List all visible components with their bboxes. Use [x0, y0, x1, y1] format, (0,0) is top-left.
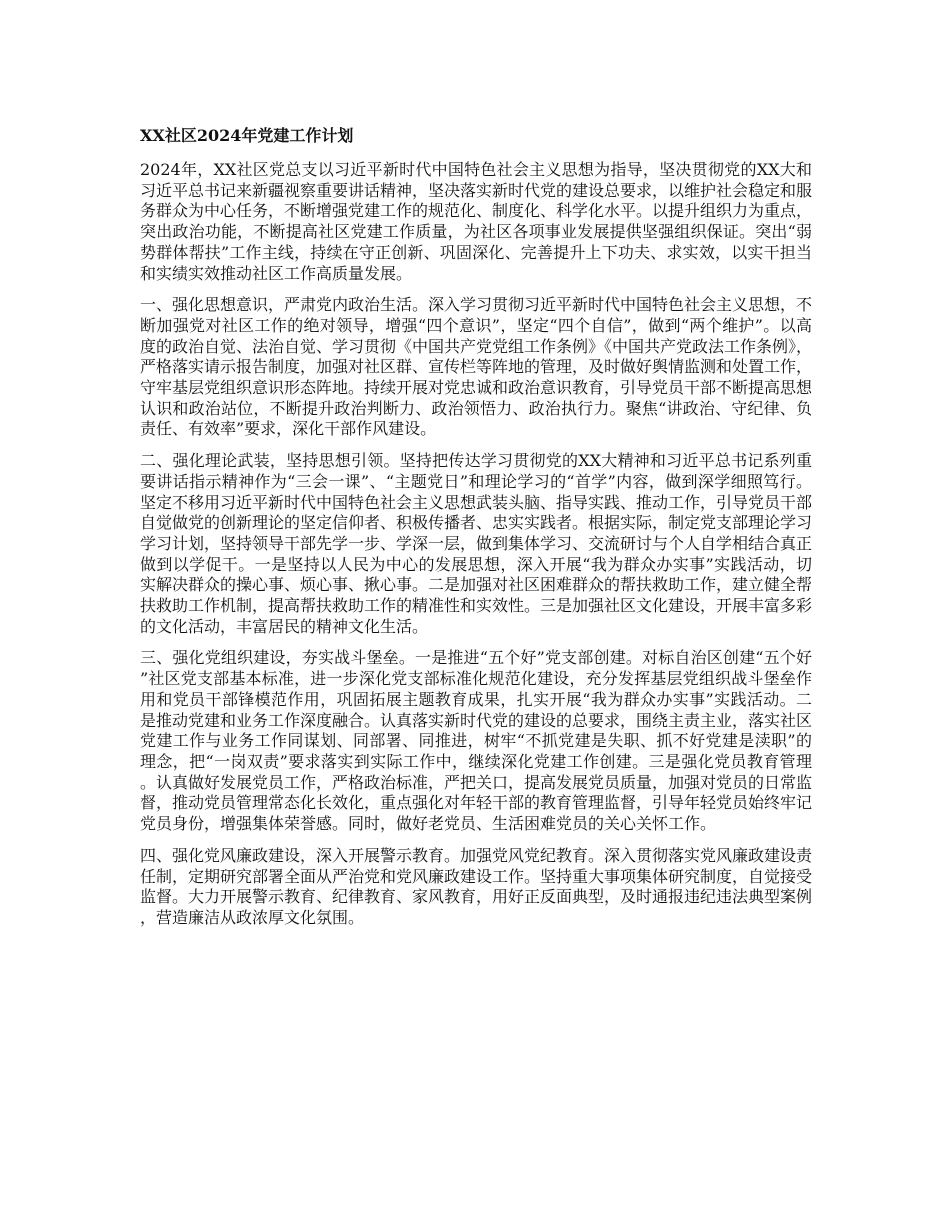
paragraph-section-2: 二、强化理论武装，坚持思想引领。坚持把传达学习贯彻党的XX大精神和习近平总书记系列重要讲话指示精神作为“三会一课”、“主题党日”和理论学习的“首学”内容，做到深学细照笃行。坚定不移用习近平新时代中国特色社会主义思想武装头脑、指导实践、推动工作，引导党员干部自觉做党的创新理论的坚定信仰者、积极传播者、忠实实践者。根据实际，制定党支部理论学习学习计划，坚持领导干部先学一步、学深一层，做到集体学习、交流研讨与个人自学相结合真正做到以学促干。一是坚持以人民为中心的发展思想，深入开展“我为群众办实事”实践活动，切实解决群众的操心事、烦心事、揪心事。二是加强对社区困难群众的帮扶救助工作，建立健全帮扶救助工作机制，提高帮扶救助工作的精准性和实效性。三是加强社区文化建设，开展丰富多彩的文化活动，丰富居民的精神文化生活。	[140, 451, 813, 636]
paragraph-intro: 2024年，XX社区党总支以习近平新时代中国特色社会主义思想为指导，坚决贯彻党的XX大和习近平总书记来新疆视察重要讲话精神，坚决落实新时代党的建设总要求，以维护社会稳定和服务群众为中心任务，不断增强党建工作的规范化、制度化、科学化水平。以提升组织力为重点，突出政治功能，不断提高社区党建工作质量，为社区各项事业发展提供坚强组织保证。突出“弱势群体帮扶”工作主线，持续在守正创新、巩固深化、完善提升上下功夫、求实效，以实干担当和实绩实效推动社区工作高质量发展。	[140, 160, 813, 283]
document-title: XX社区2024年党建工作计划	[140, 126, 354, 145]
paragraph-section-4: 四、强化党风廉政建设，深入开展警示教育。加强党风党纪教育。深入贯彻落实党风廉政建设责任制，定期研究部署全面从严治党和党风廉政建设工作。坚持重大事项集体研究制度，自觉接受监督。大力开展警示教育、纪律教育、家风教育，用好正反面典型，及时通报违纪违法典型案例，营造廉洁从政浓厚文化氛围。	[140, 845, 813, 927]
paragraph-section-1: 一、强化思想意识，严肃党内政治生活。深入学习贯彻习近平新时代中国特色社会主义思想，不断加强党对社区工作的绝对领导，增强“四个意识”，坚定“四个自信”，做到“两个维护”。以高度的政治自觉、法治自觉、学习贯彻《中国共产党党组工作条例》《中国共产党政法工作条例》，严格落实请示报告制度，加强对社区群、宣传栏等阵地的管理，及时做好舆情监测和处置工作，守牢基层党组织意识形态阵地。持续开展对党忠诚和政治意识教育，引导党员干部不断提高思想认识和政治站位，不断提升政治判断力、政治领悟力、政治执行力。聚焦“讲政治、守纪律、负责任、有效率”要求，深化干部作风建设。	[140, 295, 813, 439]
paragraph-section-3: 三、强化党组织建设，夯实战斗堡垒。一是推进“五个好”党支部创建。对标自治区创建“五个好”社区党支部基本标准，进一步深化党支部标准化规范化建设，充分发挥基层党组织战斗堡垒作用和党员干部锋模范作用，巩固拓展主题教育成果，扎实开展“我为群众办实事”实践活动。二是推动党建和业务工作深度融合。认真落实新时代党的建设的总要求，围绕主责主业，落实社区党建工作与业务工作同谋划、同部署、同推进，树牢“不抓党建是失职、抓不好党建是渎职”的理念，把“一岗双责”要求落实到实际工作中，继续深化党建工作创建。三是强化党员教育管理。认真做好发展党员工作，严格政治标准，严把关口，提高发展党员质量，加强对党员的日常监督，推动党员管理常态化长效化，重点强化对年轻干部的教育管理监督，引导年轻党员始终牢记党员身份，增强集体荣誉感。同时，做好老党员、生活困难党员的关心关怀工作。	[140, 648, 813, 834]
document-page	[140, 124, 812, 940]
